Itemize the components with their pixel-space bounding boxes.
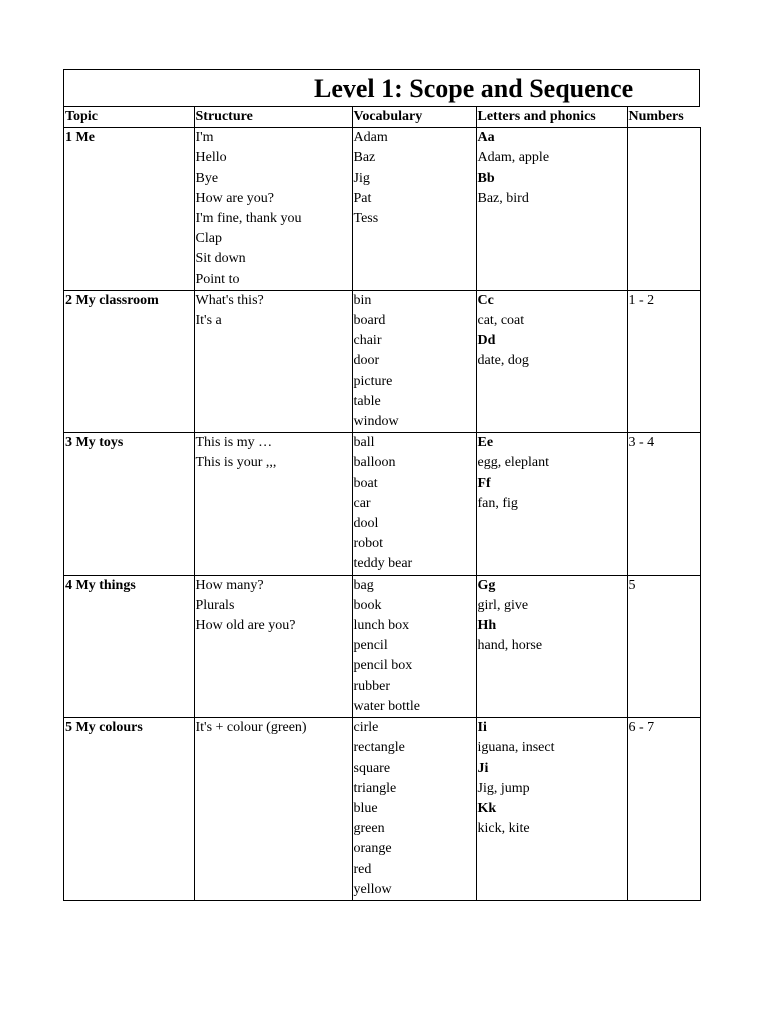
vocabulary-item: red bbox=[353, 861, 372, 877]
header-topic: Topic bbox=[64, 107, 194, 128]
structure-line: It's a bbox=[195, 313, 222, 329]
structure-cell bbox=[194, 575, 352, 717]
structure-cell bbox=[194, 128, 352, 291]
scope-table bbox=[64, 106, 701, 901]
structure-line: Clap bbox=[195, 231, 222, 247]
vocabulary-item: door bbox=[353, 353, 380, 369]
vocabulary-item: dool bbox=[353, 516, 379, 532]
phonics-letter: Ee bbox=[477, 435, 494, 451]
topic-cell: 5 My colours bbox=[64, 718, 194, 901]
phonics-words: hand, horse bbox=[477, 638, 543, 654]
structure-line: It's + colour (green) bbox=[195, 720, 307, 736]
phonics-words: fan, fig bbox=[477, 495, 518, 511]
structure-line: Hello bbox=[195, 150, 227, 166]
page-title: Level 1: Scope and Sequence bbox=[314, 74, 634, 103]
topic-cell: 1 Me bbox=[64, 128, 194, 291]
vocabulary-cell bbox=[352, 433, 476, 575]
vocabulary-item: Tess bbox=[353, 211, 379, 227]
structure-line: This is your ,,, bbox=[195, 455, 277, 471]
structure-line: Plurals bbox=[195, 597, 235, 613]
vocabulary-item: pencil bbox=[353, 638, 388, 654]
phonics-letter: Ii bbox=[477, 720, 487, 736]
vocabulary-item: rectangle bbox=[353, 740, 405, 756]
vocabulary-item: cirle bbox=[353, 720, 379, 736]
table-row bbox=[64, 575, 700, 717]
vocabulary-item: car bbox=[353, 495, 371, 511]
phonics-words: date, dog bbox=[477, 353, 529, 369]
structure-line: What's this? bbox=[195, 292, 264, 308]
vocabulary-item: picture bbox=[353, 373, 393, 389]
phonics-letter: Dd bbox=[477, 333, 496, 349]
numbers-cell: 3 - 4 bbox=[627, 433, 700, 575]
vocabulary-item: orange bbox=[353, 841, 392, 857]
header-vocabulary: Vocabulary bbox=[352, 107, 476, 128]
vocabulary-item: book bbox=[353, 597, 382, 613]
structure-cell bbox=[194, 718, 352, 901]
structure-line: I'm fine, thank you bbox=[195, 211, 302, 227]
table-row bbox=[64, 128, 700, 291]
phonics-words: cat, coat bbox=[477, 313, 525, 329]
structure-cell bbox=[194, 433, 352, 575]
vocabulary-item: Pat bbox=[353, 190, 372, 206]
phonics-cell bbox=[476, 575, 627, 717]
phonics-letter: Cc bbox=[477, 292, 494, 308]
vocabulary-item: window bbox=[353, 414, 399, 430]
numbers-cell: 5 bbox=[627, 575, 700, 717]
phonics-letter: Ff bbox=[477, 475, 491, 491]
vocabulary-item: lunch box bbox=[353, 618, 410, 634]
vocabulary-item: rubber bbox=[353, 678, 391, 694]
structure-line: Sit down bbox=[195, 251, 246, 267]
phonics-words: Jig, jump bbox=[477, 780, 530, 796]
vocabulary-item: bag bbox=[353, 577, 374, 593]
phonics-words: iguana, insect bbox=[477, 740, 555, 756]
vocabulary-item: ball bbox=[353, 435, 375, 451]
phonics-letter: Hh bbox=[477, 618, 497, 634]
vocabulary-item: bin bbox=[353, 292, 372, 308]
scope-sequence-sheet bbox=[63, 69, 700, 901]
vocabulary-item: teddy bear bbox=[353, 556, 413, 572]
topic-cell: 3 My toys bbox=[64, 433, 194, 575]
header-letters-phonics: Letters and phonics bbox=[476, 107, 627, 128]
vocabulary-cell bbox=[352, 128, 476, 291]
vocabulary-item: board bbox=[353, 313, 386, 329]
vocabulary-cell bbox=[352, 290, 476, 432]
table-row bbox=[64, 290, 700, 432]
table-row bbox=[64, 718, 700, 901]
phonics-words: kick, kite bbox=[477, 821, 530, 837]
vocabulary-item: green bbox=[353, 821, 385, 837]
vocabulary-item: square bbox=[353, 760, 391, 776]
topic-cell: 4 My things bbox=[64, 575, 194, 717]
structure-line: I'm bbox=[195, 130, 214, 146]
vocabulary-cell bbox=[352, 718, 476, 901]
header-structure: Structure bbox=[194, 107, 352, 128]
phonics-cell bbox=[476, 433, 627, 575]
table-row bbox=[64, 433, 700, 575]
phonics-words: girl, give bbox=[477, 597, 529, 613]
vocabulary-item: robot bbox=[353, 536, 384, 552]
structure-line: This is my … bbox=[195, 435, 273, 451]
phonics-cell bbox=[476, 290, 627, 432]
phonics-cell bbox=[476, 128, 627, 291]
vocabulary-item: table bbox=[353, 393, 381, 409]
phonics-letter: Kk bbox=[477, 800, 497, 816]
structure-line: How old are you? bbox=[195, 618, 296, 634]
vocabulary-cell bbox=[352, 575, 476, 717]
phonics-letter: Gg bbox=[477, 577, 496, 593]
title-row bbox=[64, 70, 700, 106]
vocabulary-item: boat bbox=[353, 475, 378, 491]
structure-line: Point to bbox=[195, 271, 240, 287]
numbers-cell: 6 - 7 bbox=[627, 718, 700, 901]
structure-line: Bye bbox=[195, 170, 219, 186]
numbers-cell bbox=[627, 128, 700, 291]
numbers-cell: 1 - 2 bbox=[627, 290, 700, 432]
phonics-words: Baz, bird bbox=[477, 190, 529, 206]
header-row bbox=[64, 107, 700, 128]
vocabulary-item: blue bbox=[353, 800, 378, 816]
phonics-letter: Ji bbox=[477, 760, 489, 776]
structure-cell bbox=[194, 290, 352, 432]
vocabulary-item: triangle bbox=[353, 780, 397, 796]
structure-line: How are you? bbox=[195, 190, 275, 206]
vocabulary-item: Jig bbox=[353, 170, 370, 186]
header-numbers: Numbers bbox=[627, 107, 700, 128]
vocabulary-item: Adam bbox=[353, 130, 388, 146]
vocabulary-item: Baz bbox=[353, 150, 376, 166]
vocabulary-item: water bottle bbox=[353, 698, 420, 714]
vocabulary-item: chair bbox=[353, 333, 382, 349]
phonics-words: Adam, apple bbox=[477, 150, 550, 166]
vocabulary-item: balloon bbox=[353, 455, 396, 471]
vocabulary-item: pencil box bbox=[353, 658, 413, 674]
topic-cell: 2 My classroom bbox=[64, 290, 194, 432]
phonics-letter: Bb bbox=[477, 170, 495, 186]
phonics-letter: Aa bbox=[477, 130, 495, 146]
phonics-words: egg, eleplant bbox=[477, 455, 550, 471]
phonics-cell bbox=[476, 718, 627, 901]
vocabulary-item: yellow bbox=[353, 881, 392, 897]
structure-line: How many? bbox=[195, 577, 264, 593]
